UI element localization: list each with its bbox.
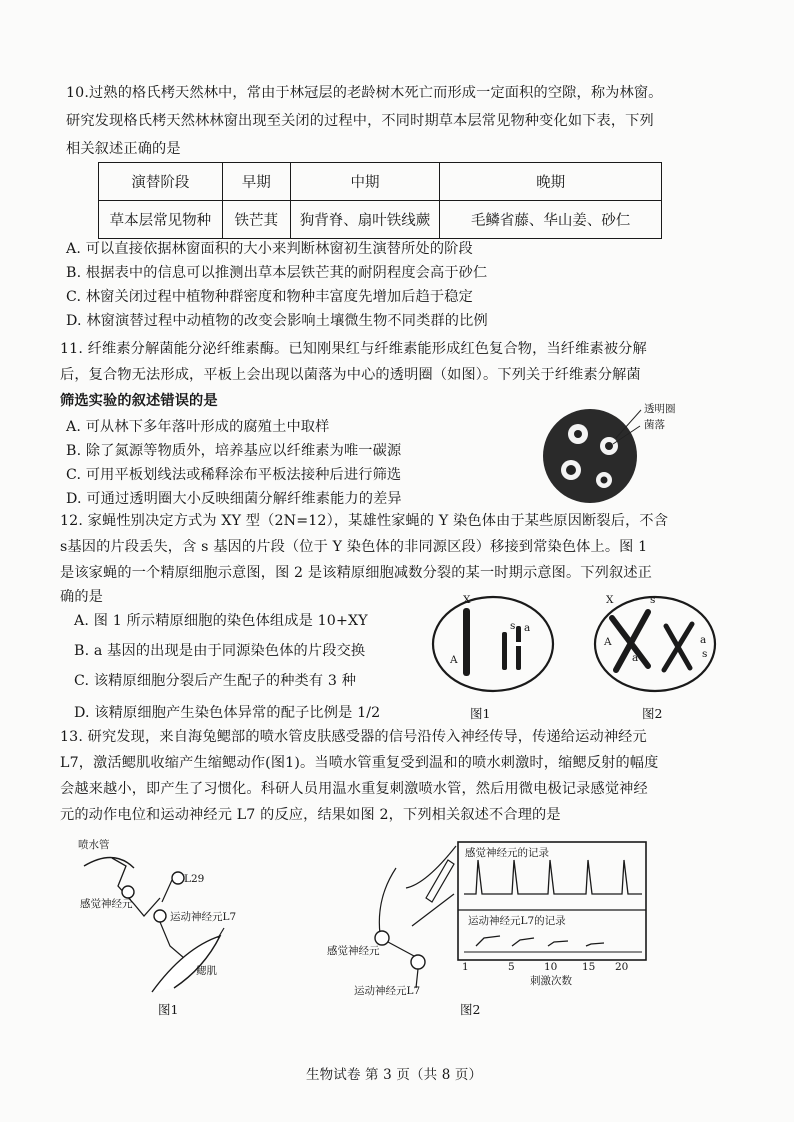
electrode: [406, 846, 456, 888]
q12-line3: 是该家蝇的一个精原细胞示意图，图 2 是该精原细胞减数分裂的某一时期示意图。下列叙述正: [60, 565, 652, 581]
table-cell: 晚期: [440, 163, 662, 201]
label-motor-record: 运动神经元L7的记录: [468, 915, 566, 927]
fig1-label-a: a: [524, 622, 531, 634]
label-clear-zone: 透明圈: [644, 403, 676, 415]
label-gill: 鳃肌: [196, 965, 217, 977]
q11-line2: 后，复合物无法形成，平板上会出现以菌落为中心的透明圈（如图）。下列关于纤维素分解菌: [60, 367, 641, 383]
fig2-label-s: s: [650, 594, 656, 606]
q11-line3: 筛选实验的叙述错误的是: [60, 393, 218, 409]
page-footer: 生物试卷 第 3 页（共 8 页）: [306, 1067, 483, 1083]
table-cell: 中期: [290, 163, 440, 201]
sensory-trace: [464, 860, 642, 894]
fig2-label-x: X: [606, 594, 614, 606]
q12-option-b: B. a 基因的出现是由于同源染色体的片段交换: [74, 643, 366, 659]
fig1-caption-q13: 图1: [158, 1002, 179, 1017]
q10-line1: 10.过熟的格氏栲天然林中，常由于林冠层的老龄树木死亡而形成一定面积的空隙，称为林窗。: [66, 85, 663, 101]
motor-trace: [476, 936, 604, 946]
spermatogonium-figure-1: [430, 592, 560, 702]
motor-neuron-l7: [154, 910, 166, 922]
electrode: [426, 860, 454, 902]
q10-line2: 研究发现格氏栲天然林林窗出现至关闭的过程中，不同时期草本层常见物种变化如下表，下列: [66, 113, 654, 129]
q12-option-c: C. 该精原细胞分裂后产生配子的种类有 3 种: [74, 673, 357, 689]
q13-line2: L7，激活鳃肌收缩产生缩鳃动作(图1)。当喷水管重复受到温和的喷水刺激时，缩鳃反射的幅度: [60, 755, 659, 771]
petri-dish: [543, 409, 637, 503]
sensory-neuron: [375, 931, 389, 945]
cell-outline: [433, 597, 553, 691]
q10-option-a: A. 可以直接依据林窗面积的大小来判断林窗初生演替所处的阶段: [66, 241, 473, 257]
fig1-caption: 图1: [470, 706, 491, 721]
table-cell: 草本层常见物种: [99, 201, 223, 239]
fig2-label-s-right: s: [702, 648, 708, 660]
label-motor-neuron: 运动神经元L7: [170, 911, 237, 923]
q12-line4: 确的是: [60, 589, 104, 605]
label-sensory-neuron-2: 感觉神经元: [327, 945, 380, 957]
tick-10: 10: [544, 961, 558, 973]
fig1-label-x: X: [463, 594, 471, 606]
sensory-neuron: [122, 886, 134, 898]
table-cell: 狗背脊、扇叶铁线蕨: [290, 201, 440, 239]
fig2-caption: 图2: [642, 706, 663, 721]
label-siphon: 喷水管: [78, 839, 110, 851]
synapse-link: [388, 942, 414, 956]
gill-muscle: [152, 936, 220, 992]
q11-option-b: B. 除了氮源等物质外，培养基应以纤维素为唯一碳源: [66, 443, 402, 459]
label-l29: L29: [184, 873, 205, 885]
q11-option-d: D. 可通过透明圈大小反映细菌分解纤维素能力的差异: [66, 491, 402, 507]
q10-line3: 相关叙述正确的是: [66, 141, 181, 157]
q12-line2: s基因的片段丢失，含 s 基因的片段（位于 Y 染色体的非同源区段）移接到常染色体上。图 1: [60, 539, 648, 555]
autosome: [516, 626, 521, 670]
fig2-label-a-right: a: [700, 634, 707, 646]
fig1-label-a-upper: A: [450, 654, 458, 666]
label-sensory-neuron: 感觉神经元: [80, 898, 133, 910]
q10-option-c: C. 林窗关闭过程中植物种群密度和物种丰富度先增加后趋于稳定: [66, 289, 473, 305]
fig2-label-a: a: [632, 652, 639, 664]
table-cell: 演替阶段: [99, 163, 223, 201]
colony: [566, 465, 576, 475]
fig1-label-s: s: [510, 620, 516, 632]
nerve: [379, 868, 396, 934]
table-cell: 毛鳞省藤、华山姜、砂仁: [440, 201, 662, 239]
label-motor-neuron-2: 运动神经元L7: [354, 985, 421, 997]
q13-line4: 元的动作电位和运动神经元 L7 的反应，结果如图 2，下列相关叙述不合理的是: [60, 807, 561, 823]
colony: [601, 477, 608, 484]
label-colony: 菌落: [644, 419, 665, 431]
tick-15: 15: [582, 961, 596, 973]
q11-option-a: A. 可从林下多年落叶形成的腐殖土中取样: [66, 419, 330, 435]
label-stimulus-count: 刺激次数: [530, 975, 572, 987]
q12-option-d: D. 该精原细胞产生染色体异常的配子比例是 1/2: [74, 705, 381, 721]
electrode: [412, 894, 454, 926]
motor-axon: [160, 922, 184, 958]
succession-table: [98, 162, 662, 239]
fig2-label-a-upper: A: [604, 636, 612, 648]
label-sensory-record: 感觉神经元的记录: [465, 847, 549, 859]
s-segment: [514, 642, 523, 646]
tick-20: 20: [615, 961, 629, 973]
table-cell: 早期: [222, 163, 290, 201]
colony: [605, 442, 613, 450]
q13-line3: 会越来越小，即产生了习惯化。科研人员用温水重复刺激喷水管，然后用微电极记录感觉神经: [60, 781, 648, 797]
recording-box: [458, 842, 646, 960]
q10-option-d: D. 林窗演替过程中动植物的改变会影响土壤微生物不同类群的比例: [66, 313, 488, 329]
q12-line1: 12. 家蝇性别决定方式为 XY 型（2N=12），某雄性家蝇的 Y 染色体由于某些原因断裂后，不含: [60, 513, 669, 529]
q13-line1: 13. 研究发现，来自海兔鳃部的喷水管皮肤感受器的信号沿传入神经传导，传递给运动神经元: [60, 729, 647, 745]
tick-1: 1: [462, 961, 469, 973]
table-row: [99, 201, 662, 239]
x-chromosome: [463, 608, 470, 676]
q12-option-a: A. 图 1 所示精原细胞的染色体组成是 10+XY: [74, 613, 368, 629]
cell-outline: [595, 597, 715, 691]
muscle-tip: [218, 928, 224, 938]
colony: [574, 430, 582, 438]
q11-line1: 11. 纤维素分解菌能分泌纤维素酶。已知刚果红与纤维素能形成红色复合物，当纤维素被分解: [60, 341, 647, 357]
q10-option-b: B. 根据表中的信息可以推测出草本层铁芒萁的耐阴程度会高于砂仁: [66, 265, 488, 281]
table-cell: 铁芒萁: [222, 201, 290, 239]
petri-dish-figure: [536, 400, 736, 510]
table-header-row: [99, 163, 662, 201]
l29-neuron: [172, 872, 184, 884]
autosome: [502, 632, 507, 670]
axon: [162, 880, 172, 902]
motor-neuron-l7: [411, 955, 425, 969]
fig2-caption-q13: 图2: [460, 1002, 481, 1017]
tick-5: 5: [508, 961, 515, 973]
q11-option-c: C. 可用平板划线法或稀释涂布平板法接种后进行筛选: [66, 467, 402, 483]
